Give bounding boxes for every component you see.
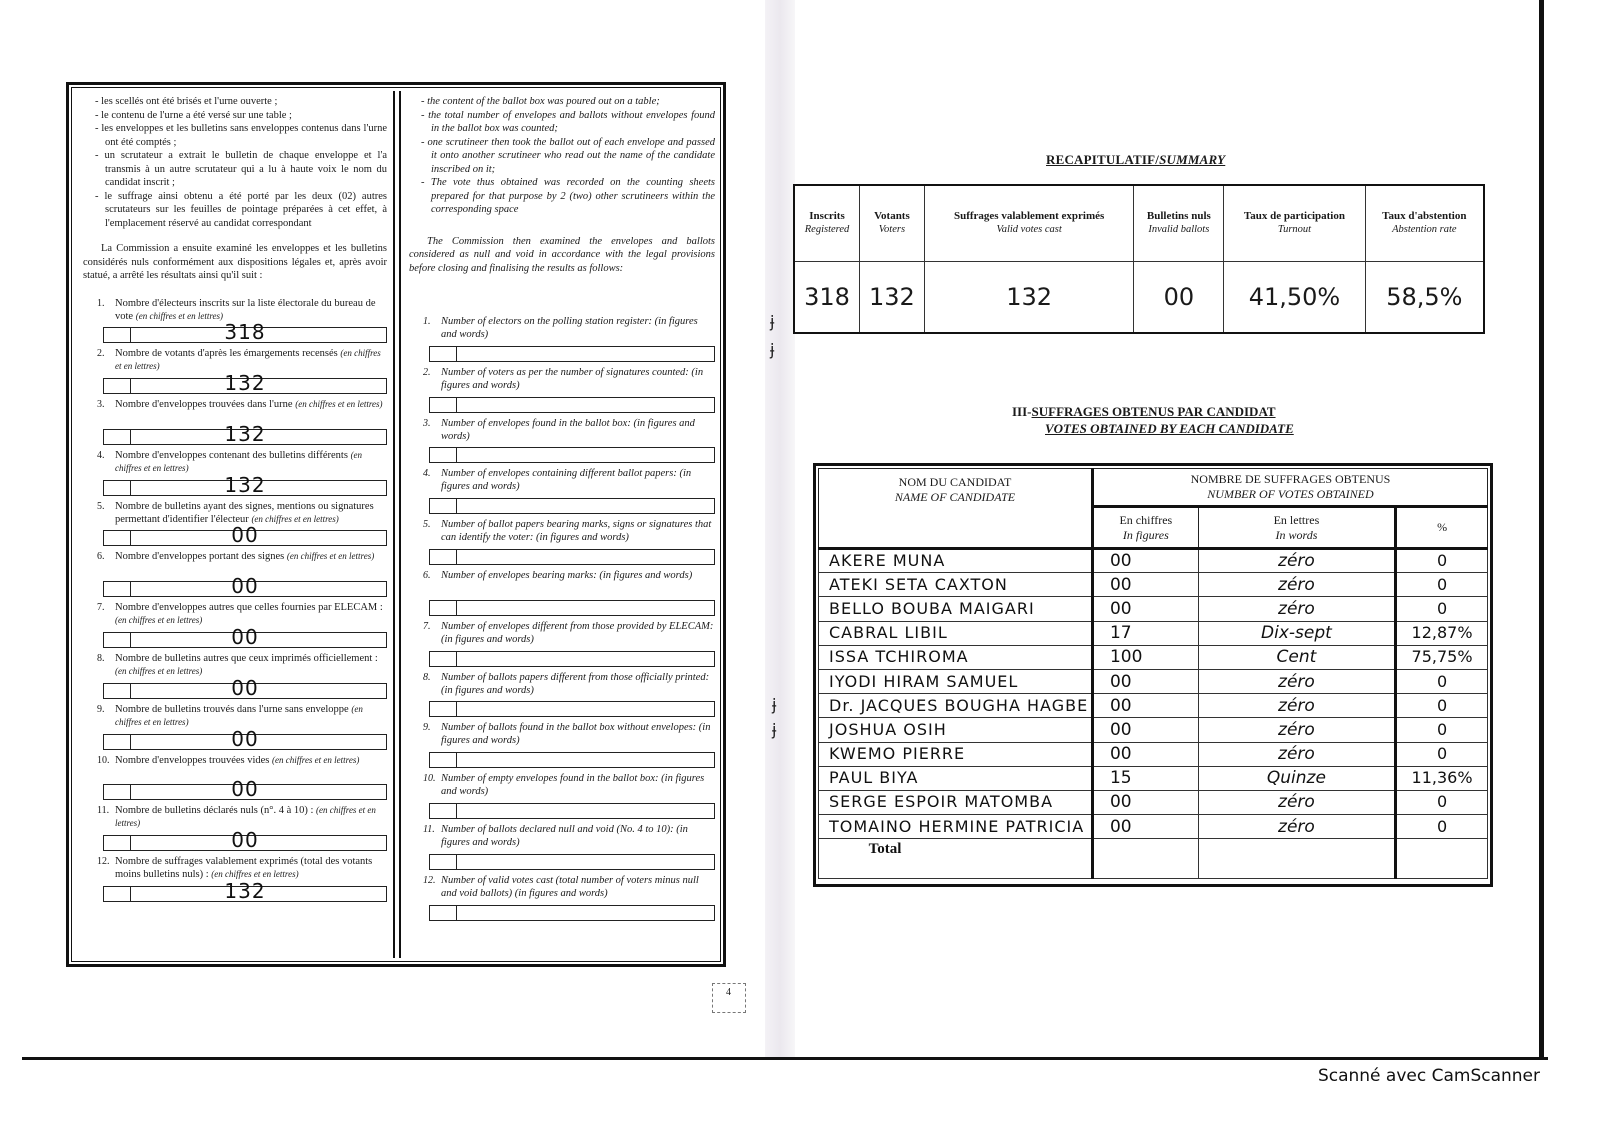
votes-percent: 0 <box>1396 742 1488 766</box>
page-fold-shadow <box>765 0 795 1060</box>
answer-field[interactable] <box>429 701 715 717</box>
form-item <box>409 874 715 925</box>
margin-mark: ɉ <box>770 312 775 331</box>
summary-value: 58,5% <box>1365 261 1484 333</box>
votes-percent: 75,75% <box>1396 645 1488 669</box>
item-number: 11. <box>97 805 110 817</box>
votes-figures: 00 <box>1092 742 1198 766</box>
en-bullet: - the content of the ballot box was poured out on a table; <box>409 95 715 109</box>
item-question-text: Number of voters as per the number of signatures counted: (in figures and words) <box>441 366 704 391</box>
candidate-row <box>819 597 1488 621</box>
header-fr: Taux d'abstention <box>1382 210 1467 223</box>
item-number: 2. <box>97 348 105 360</box>
item-hint: (en chiffres et en lettres) <box>115 805 376 829</box>
margin-mark: ɉ <box>772 695 777 714</box>
item-question <box>115 652 387 678</box>
votes-percent: 11,36% <box>1396 766 1488 790</box>
margin-mark: ɉ <box>770 340 775 359</box>
item-question-text: Number of empty envelopes found in the ballot box: (in figures and words) <box>441 773 705 798</box>
form-item <box>83 347 387 398</box>
figures-header <box>1092 507 1198 549</box>
item-question <box>115 297 387 323</box>
candidate-row <box>819 573 1488 597</box>
item-hint: (en chiffres et en lettres) <box>115 615 203 626</box>
fr-paragraph: La Commission a ensuite examiné les enveloppes et les bulletins considérés nuls conformément aux dispositions légales et, après avoir statué, a arrêté les résultats ainsi qu'il suit : <box>83 243 387 281</box>
total-label: Total <box>819 839 1093 879</box>
candidate-name: JOSHUA OSIH <box>819 718 1093 742</box>
form-item <box>409 772 715 823</box>
item-question-text: Number of ballots declared null and void (No. 4 to 10): (in figures and words) <box>441 823 688 848</box>
item-hint: (en chiffres et en lettres) <box>295 399 383 410</box>
item-question <box>115 804 387 830</box>
header-en: Invalid ballots <box>1148 224 1210 236</box>
item-number: 8. <box>423 671 431 683</box>
votes-title-en: VOTES OBTAINED BY EACH CANDIDATE <box>1045 421 1294 436</box>
en-items-list <box>409 315 715 925</box>
candidate-row <box>819 718 1488 742</box>
candidate-row <box>819 742 1488 766</box>
item-question-text: Nombre d'enveloppes trouvées vides <box>115 754 270 766</box>
handwritten-value: 00 <box>231 574 259 599</box>
header-en: In figures <box>1122 527 1169 542</box>
answer-field[interactable] <box>429 447 715 463</box>
candidate-name: SERGE ESPOIR MATOMBA <box>819 790 1093 814</box>
votes-percent: 0 <box>1396 815 1488 839</box>
header-en: Registered <box>804 224 850 236</box>
percent-header: % <box>1396 507 1488 549</box>
answer-field[interactable] <box>429 854 715 870</box>
answer-field[interactable] <box>103 523 387 548</box>
page-number-box <box>712 983 746 1013</box>
votes-figures: 00 <box>1092 669 1198 693</box>
section-number: III- <box>1012 404 1032 419</box>
item-question <box>441 569 715 582</box>
votes-words: zéro <box>1198 694 1395 718</box>
item-question <box>115 855 387 881</box>
handwritten-value: 00 <box>231 726 259 751</box>
votes-percent: 0 <box>1396 694 1488 718</box>
item-number: 1. <box>97 297 105 309</box>
item-question-text: Number of envelopes different from those provided by ELECAM: (in figures and words) <box>441 620 714 645</box>
form-item <box>409 823 715 874</box>
answer-field[interactable] <box>429 397 715 413</box>
votes-figures: 00 <box>1092 573 1198 597</box>
counting-report-form <box>66 82 726 967</box>
scan-bottom-edge <box>22 1057 1548 1060</box>
summary-title <box>1046 152 1225 168</box>
answer-field[interactable] <box>429 346 715 362</box>
votes-percent: 0 <box>1396 573 1488 597</box>
item-question-text: Nombre de suffrages valablement exprimés (total des votants moins bulletins nuls) : <box>115 856 373 881</box>
candidate-row <box>819 766 1488 790</box>
form-item <box>409 721 715 772</box>
item-hint: (en chiffres et en lettres) <box>135 310 224 321</box>
form-item <box>409 620 715 671</box>
candidate-name: IYODI HIRAM SAMUEL <box>819 669 1093 693</box>
votes-figures: 00 <box>1092 718 1198 742</box>
item-question-text: Number of ballots papers different from those officially printed: (in figures and words) <box>441 671 710 696</box>
votes-words: zéro <box>1198 742 1395 766</box>
votes-figures: 00 <box>1092 790 1198 814</box>
votes-words: Cent <box>1198 645 1395 669</box>
form-item <box>83 804 387 855</box>
answer-field[interactable] <box>103 574 387 599</box>
form-item <box>83 500 387 551</box>
header-en: Valid votes cast <box>996 224 1062 236</box>
fr-bullet: - le contenu de l'urne a été versé sur une table ; <box>83 109 387 123</box>
total-words <box>1198 839 1395 879</box>
item-question <box>441 467 715 493</box>
votes-words: zéro <box>1198 669 1395 693</box>
item-question <box>441 417 715 443</box>
french-column <box>77 91 395 958</box>
answer-field[interactable] <box>103 625 387 650</box>
item-question-text: Nombre d'enveloppes autres que celles fournies par ELECAM : <box>115 602 383 614</box>
form-item <box>83 449 387 500</box>
header-en: Turnout <box>1277 224 1312 236</box>
answer-field[interactable] <box>103 726 387 751</box>
item-number: 5. <box>97 500 105 512</box>
summary-value: 41,50% <box>1224 261 1365 333</box>
item-number: 7. <box>97 602 105 614</box>
answer-field[interactable] <box>103 777 387 802</box>
candidate-name: PAUL BIYA <box>819 766 1093 790</box>
item-hint: (en chiffres et en lettres) <box>115 666 203 677</box>
item-number: 6. <box>97 551 105 563</box>
candidate-row <box>819 645 1488 669</box>
page-number: 4 <box>726 987 731 998</box>
summary-header <box>924 185 1134 261</box>
candidate-row <box>819 669 1488 693</box>
item-number: 1. <box>423 316 431 327</box>
votes-figures: 00 <box>1092 549 1198 573</box>
summary-title-en: SUMMARY <box>1159 152 1226 167</box>
form-item <box>83 703 387 754</box>
handwritten-value: 00 <box>231 828 259 853</box>
answer-field[interactable] <box>429 752 715 768</box>
votes-words: zéro <box>1198 718 1395 742</box>
item-question-text: Nombre d'enveloppes contenant des bulletins différents <box>115 449 348 461</box>
header-en: Abstention rate <box>1392 224 1457 236</box>
form-item <box>409 569 715 620</box>
handwritten-value: 132 <box>224 421 266 446</box>
votes-title <box>1012 404 1276 420</box>
item-question-text: Nombre de bulletins autres que ceux imprimés officiellement : <box>115 653 378 665</box>
item-question-text: Nombre de bulletins déclarés nuls (n°. 4 à 10) : <box>115 805 314 817</box>
votes-figures: 100 <box>1092 645 1198 669</box>
handwritten-value: 00 <box>231 625 259 650</box>
item-question <box>115 703 387 729</box>
form-item <box>409 518 715 569</box>
header-en: NUMBER OF VOTES OBTAINED <box>1207 487 1374 501</box>
item-number: 4. <box>97 449 105 461</box>
candidate-name-header <box>819 469 1093 549</box>
item-question <box>115 398 387 411</box>
fr-bullet: - le suffrage ainsi obtenu a été porté par les deux (02) autres scrutateurs sur les feuilles de pointage préparées à cet effet, à l'emplacement réservé au candidat correspondant <box>83 190 387 231</box>
form-item <box>83 601 387 652</box>
form-item <box>409 467 715 518</box>
total-percent <box>1396 839 1488 879</box>
item-question <box>115 754 387 767</box>
answer-field[interactable] <box>103 320 387 345</box>
item-question-text: Nombre de bulletins ayant des signes, mentions ou signatures permettant d'identifier l'électeur <box>115 500 374 525</box>
item-question <box>115 550 387 563</box>
item-number: 3. <box>423 417 431 429</box>
header-en: In words <box>1275 527 1318 542</box>
votes-words: zéro <box>1198 597 1395 621</box>
summary-header <box>1365 185 1484 261</box>
candidate-row <box>819 790 1488 814</box>
item-hint: (en chiffres et en lettres) <box>211 869 299 880</box>
item-question-text: Number of ballots found in the ballot box without envelopes: (in figures and words) <box>441 722 711 747</box>
votes-figures: 00 <box>1092 694 1198 718</box>
item-hint: (en chiffres et en lettres) <box>115 703 363 727</box>
header-en: Voters <box>878 224 906 236</box>
en-bullet: - The vote thus obtained was recorded on the counting sheets prepared for that purpose by 2 (two) other scrutineers within the corresponding space <box>409 176 715 217</box>
candidate-name: ISSA TCHIROMA <box>819 645 1093 669</box>
answer-field[interactable] <box>103 828 387 853</box>
item-question <box>441 315 715 341</box>
form-item <box>409 671 715 722</box>
english-column <box>399 91 721 958</box>
item-number: 7. <box>423 620 431 632</box>
item-question-text: Number of envelopes containing different ballot papers: (in figures and words) <box>441 468 692 493</box>
handwritten-value: 00 <box>231 523 259 548</box>
summary-header <box>1224 185 1365 261</box>
item-question-text: Number of valid votes cast (total number of voters minus null and void ballots) (in figures and words) <box>441 874 699 899</box>
handwritten-value: 132 <box>224 371 266 396</box>
votes-words: zéro <box>1198 815 1395 839</box>
candidate-name: ATEKI SETA CAXTON <box>819 573 1093 597</box>
item-question <box>441 823 715 849</box>
answer-field[interactable] <box>429 803 715 819</box>
fr-bullet: - les scellés ont été brisés et l'urne ouverte ; <box>83 95 387 109</box>
summary-header <box>860 185 925 261</box>
item-question <box>115 601 387 627</box>
item-question-text: Number of electors on the polling station register: (in figures and words) <box>441 316 698 340</box>
header-fr: NOM DU CANDIDAT <box>898 475 1012 489</box>
candidate-row <box>819 621 1488 645</box>
summary-value: 132 <box>924 261 1134 333</box>
item-number: 10. <box>97 754 110 766</box>
en-bullet: - the total number of envelopes and ballots without envelopes found in the ballot box was counted; <box>409 109 715 136</box>
votes-obtained-header <box>1092 469 1487 507</box>
en-paragraph: The Commission then examined the envelopes and ballots considered as null and void in accordance with the legal provisions before closing and finalising the results as follows: <box>409 235 715 274</box>
votes-percent: 0 <box>1396 718 1488 742</box>
en-bullet: - one scrutineer then took the ballot out of each envelope and passed it onto another scrutineer who read out the name of the candidate inscribed on it; <box>409 136 715 177</box>
header-fr: NOMBRE DE SUFFRAGES OBTENUS <box>1190 472 1391 486</box>
item-number: 4. <box>423 468 431 480</box>
votes-percent: 0 <box>1396 597 1488 621</box>
votes-percent: 0 <box>1396 669 1488 693</box>
votes-percent: 12,87% <box>1396 621 1488 645</box>
item-number: 5. <box>423 519 431 531</box>
form-item <box>83 652 387 703</box>
item-question-text: Nombre de bulletins trouvés dans l'urne sans enveloppe <box>115 703 349 715</box>
total-row <box>819 839 1488 879</box>
item-question <box>441 721 715 747</box>
answer-field[interactable] <box>103 371 387 396</box>
answer-field[interactable] <box>429 600 715 616</box>
item-number: 9. <box>97 703 105 715</box>
item-number: 8. <box>97 653 105 665</box>
candidate-row <box>819 694 1488 718</box>
header-fr: Inscrits <box>809 210 845 223</box>
votes-words: zéro <box>1198 790 1395 814</box>
item-question <box>115 449 387 475</box>
summary-header <box>1134 185 1224 261</box>
handwritten-value: 00 <box>231 777 259 802</box>
votes-words: zéro <box>1198 549 1395 573</box>
votes-figures: 00 <box>1092 597 1198 621</box>
item-number: 11. <box>423 823 435 835</box>
fr-items-list <box>83 297 387 907</box>
answer-field[interactable] <box>429 905 715 921</box>
item-question-text: Nombre d'électeurs inscrits sur la liste électorale du bureau de vote <box>115 297 376 322</box>
form-item <box>83 297 387 348</box>
votes-percent: 0 <box>1396 790 1488 814</box>
candidate-name: TOMAINO HERMINE PATRICIA <box>819 815 1093 839</box>
form-item <box>83 855 387 906</box>
answer-field[interactable] <box>429 549 715 565</box>
item-number: 2. <box>423 366 431 378</box>
handwritten-value: 00 <box>231 675 259 700</box>
item-question-text: Number of ballot papers bearing marks, signs or signatures that can identify the voter: (in figures and words) <box>441 519 712 544</box>
form-item <box>83 754 387 805</box>
item-question <box>441 518 715 544</box>
votes-percent: 0 <box>1396 549 1488 573</box>
summary-value: 318 <box>794 261 860 333</box>
summary-title-fr: RECAPITULATIF/ <box>1046 152 1160 167</box>
answer-field[interactable] <box>429 651 715 667</box>
handwritten-value: 132 <box>224 472 266 497</box>
item-hint: (en chiffres et en lettres) <box>251 513 339 524</box>
item-hint: (en chiffres et en lettres) <box>272 754 360 765</box>
handwritten-value: 318 <box>224 320 266 345</box>
fr-bullet: - un scrutateur a extrait le bulletin de chaque enveloppe et l'a transmis à un autre scrutateur qui a lu à haute voix le nom du candidat inscrit ; <box>83 149 387 190</box>
item-number: 12. <box>97 856 110 868</box>
header-fr: Taux de participation <box>1243 210 1345 223</box>
summary-value: 132 <box>860 261 925 333</box>
item-number: 6. <box>423 569 431 581</box>
summary-values-row <box>794 261 1484 333</box>
votes-words: Dix-sept <box>1198 621 1395 645</box>
form-item <box>409 366 715 417</box>
total-figures <box>1092 839 1198 879</box>
handwritten-value: 132 <box>224 879 266 904</box>
summary-header-row <box>794 185 1484 261</box>
answer-field[interactable] <box>103 421 387 446</box>
item-question-text: Number of envelopes bearing marks: (in figures and words) <box>441 569 693 581</box>
item-number: 12. <box>423 874 436 886</box>
item-number: 10. <box>423 773 436 785</box>
header-fr: En lettres <box>1273 512 1320 527</box>
item-question <box>441 366 715 392</box>
header-fr: Votants <box>874 210 910 223</box>
camscanner-watermark: Scanné avec CamScanner <box>1317 1066 1540 1086</box>
item-question <box>115 347 387 373</box>
form-item <box>409 417 715 468</box>
scan-edge <box>1539 0 1544 1060</box>
item-question-text: Number of envelopes found in the ballot box: (in figures and words) <box>441 417 695 442</box>
header-fr: Suffrages valablement exprimés <box>953 210 1105 223</box>
answer-field[interactable] <box>429 498 715 514</box>
item-question <box>441 620 715 646</box>
item-hint: (en chiffres et en lettres) <box>115 449 363 473</box>
item-hint: (en chiffres et en lettres) <box>115 348 381 372</box>
votes-figures: 15 <box>1092 766 1198 790</box>
summary-header <box>794 185 860 261</box>
votes-title-fr: SUFFRAGES OBTENUS PAR CANDIDAT <box>1031 404 1276 419</box>
item-question <box>115 500 387 526</box>
votes-table <box>818 468 1488 879</box>
votes-figures: 00 <box>1092 815 1198 839</box>
header-fr: Bulletins nuls <box>1146 210 1211 223</box>
item-question-text: Nombre d'enveloppes portant des signes <box>115 551 285 563</box>
votes-words: zéro <box>1198 573 1395 597</box>
header-fr: En chiffres <box>1119 512 1173 527</box>
answer-field[interactable] <box>103 879 387 904</box>
candidate-name: AKERE MUNA <box>819 549 1093 573</box>
header-en: NAME OF CANDIDATE <box>894 490 1016 504</box>
answer-field[interactable] <box>103 675 387 700</box>
item-number: 3. <box>97 399 105 411</box>
item-question <box>441 874 715 900</box>
form-item <box>409 315 715 366</box>
item-number: 9. <box>423 722 431 734</box>
margin-mark: ɉ <box>772 720 777 739</box>
item-question <box>441 671 715 697</box>
candidate-name: BELLO BOUBA MAIGARI <box>819 597 1093 621</box>
candidate-name: KWEMO PIERRE <box>819 742 1093 766</box>
item-hint: (en chiffres et en lettres) <box>286 551 375 562</box>
candidate-name: CABRAL LIBIL <box>819 621 1093 645</box>
answer-field[interactable] <box>103 472 387 497</box>
summary-value: 00 <box>1134 261 1224 333</box>
summary-table <box>793 184 1485 334</box>
item-question <box>441 772 715 798</box>
words-header <box>1198 507 1395 549</box>
item-question-text: Nombre d'enveloppes trouvées dans l'urne <box>115 399 293 411</box>
item-question-text: Nombre de votants d'après les émargements recensés <box>115 348 338 360</box>
votes-words: Quinze <box>1198 766 1395 790</box>
form-item <box>83 398 387 449</box>
fr-bullet: - les enveloppes et les bulletins sans enveloppes contenus dans l'urne ont été comptés ; <box>83 122 387 149</box>
candidate-row <box>819 549 1488 573</box>
form-item <box>83 550 387 601</box>
votes-table-frame <box>813 463 1493 887</box>
candidate-name: Dr. JACQUES BOUGHA HAGBE <box>819 694 1093 718</box>
candidate-row <box>819 815 1488 839</box>
votes-figures: 17 <box>1092 621 1198 645</box>
